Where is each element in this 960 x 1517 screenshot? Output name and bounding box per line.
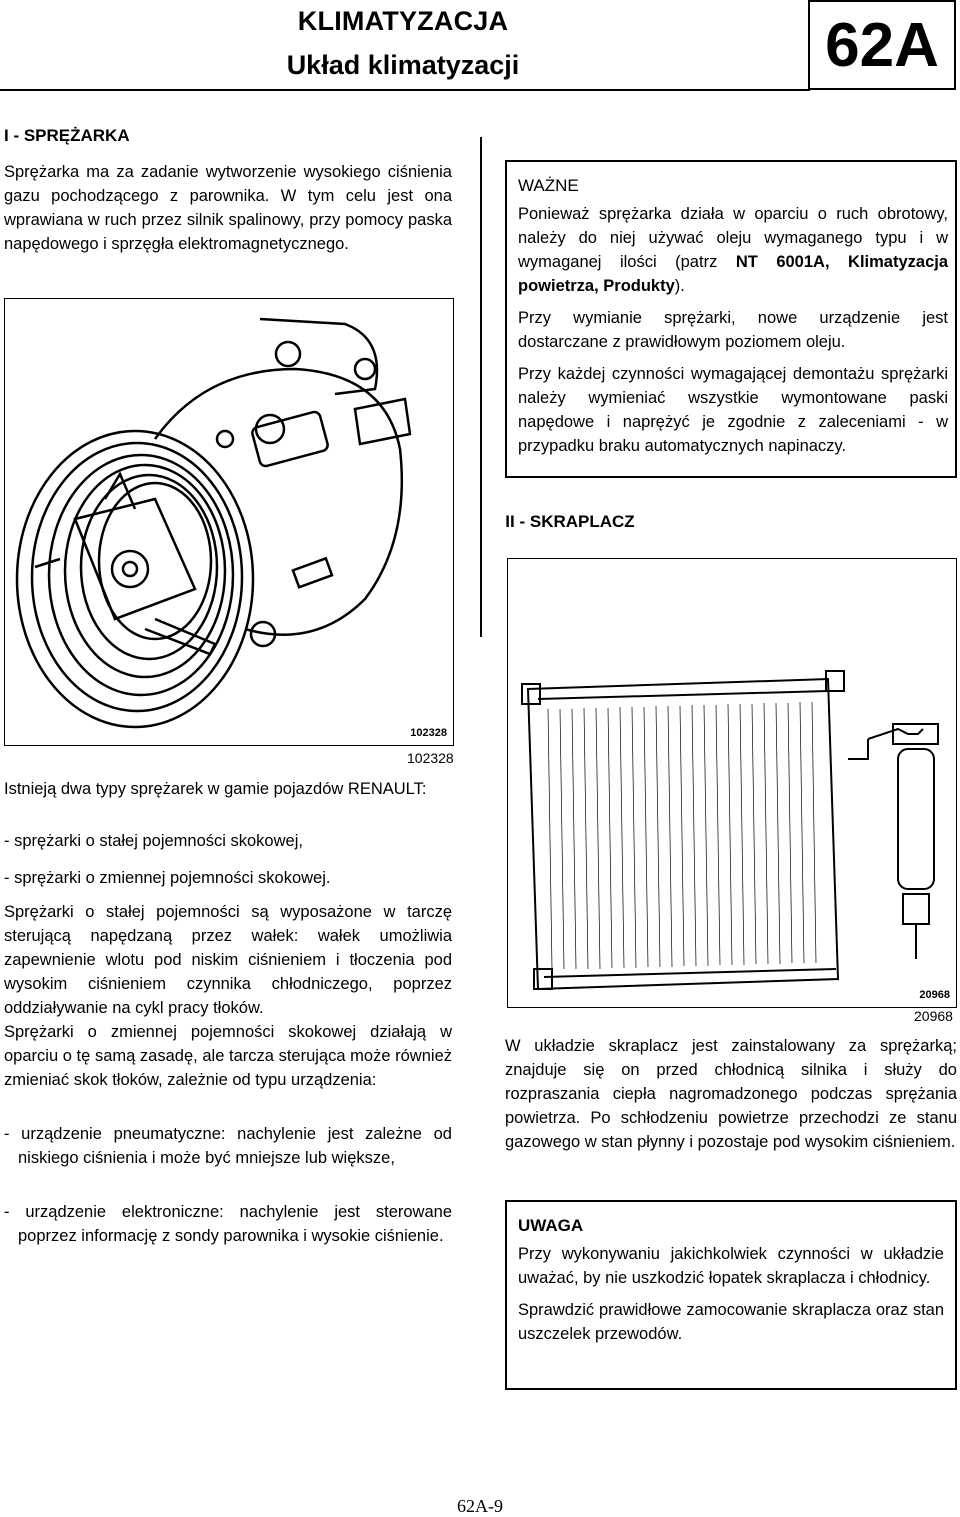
types-intro: Istnieją dwa typy sprężarek w gamie pojazdów RENAULT:	[4, 780, 427, 798]
important-heading: WAŻNE	[518, 176, 579, 195]
important-p2: Przy wymianie sprężarki, nowe urządzenie jest dostarczane z prawidłowym poziomem oleju.	[518, 309, 948, 351]
important-p1	[518, 202, 948, 298]
figure2-label: 20968	[914, 1008, 953, 1024]
condenser-figure	[507, 558, 957, 1008]
chapter-code: 62A	[808, 0, 956, 90]
figure2-stamp: 20968	[919, 989, 950, 1001]
important-p3: Przy każdej czynności wymagającej demontażu sprężarki należy wymieniać wszystkie wymontowane paski napędowe i naprężyć je zgodnie z zaleceniami - w przypadku braku automatycznych napinaczy.	[518, 365, 948, 455]
compressor-intro-text: Sprężarka ma za zadanie wytworzenie wysokiego ciśnienia gazu pochodzącego z parownika. W tym celu jest ona wprawiana w ruch przez silnik spalinowy, przy pomocy paska napędowego i sprzęgła elektromagnetycznego.	[4, 163, 452, 253]
device-electronic	[4, 1200, 452, 1248]
section-heading-condenser: II - SKRAPLACZ	[505, 512, 635, 531]
warning-heading: UWAGA	[518, 1216, 584, 1235]
type-variable: - sprężarki o zmiennej pojemności skokowej.	[4, 869, 331, 887]
header-subtitle: Układ klimatyzacji	[286, 50, 520, 80]
warning-content	[518, 1242, 944, 1354]
header-rule	[0, 89, 810, 91]
important-p1-end: ).	[674, 277, 685, 295]
warning-p2: Sprawdzić prawidłowe zamocowanie skraplacza oraz stan uszczelek przewodów.	[518, 1301, 944, 1343]
condenser-description-text: W układzie skraplacz jest zainstalowany za sprężarką; znajduje się on przed chłodnicą silnika i służy do rozpraszania ciepła nagromadzonego podczas sprężania powietrza. Po schłodzeniu powietrze przechodzi ze stanu gazowego w stan płynny i pozostaje pod wysokim ciśnieniem.	[505, 1037, 957, 1151]
important-p1-text: Ponieważ sprężarka działa w oparciu o ruch obrotowy, należy do niej używać oleju wymaganego typu i w wymaganej ilości (patrz	[518, 205, 948, 271]
condenser-description	[505, 1034, 957, 1154]
important-content	[518, 202, 948, 466]
compressor-intro	[4, 160, 452, 256]
important-reference: NT 6001A, Klimatyzacja powietrza, Produkty	[518, 253, 949, 295]
fixed-description-text: Sprężarki o stałej pojemności są wyposażone w tarczę sterującą napędzaną przez wałek: wałek umożliwia zapewnienie wlotu pod niskim ciśnieniem i tłoczenia pod wysokim ciśnieniem czynnika chłodniczego, poprzez oddziaływanie na cykl pracy tłoków.	[4, 903, 452, 1017]
compressor-types	[4, 777, 428, 801]
figure1-label: 102328	[407, 750, 454, 766]
variable-description-text: Sprężarki o zmiennej pojemności skokowej działają w oparciu o tę samą zasadę, ale tarcza sterująca może również zmieniać skok tłoków, zależnie od typu urządzenia:	[4, 1023, 452, 1089]
type-fixed: - sprężarki o stałej pojemności skokowej,	[4, 832, 303, 850]
figure1-stamp: 102328	[410, 727, 447, 739]
condenser-drawing	[508, 559, 956, 1007]
device-electronic-text: - urządzenie elektroniczne: nachylenie jest sterowane poprzez informację z sondy parownika i wysokie ciśnienie.	[4, 1203, 452, 1245]
column-divider	[480, 137, 482, 637]
device-pneumatic-text: - urządzenie pneumatyczne: nachylenie jest zależne od niskiego ciśnienia i może być mniejsze lub większe,	[4, 1125, 452, 1167]
section-heading-compressor: I - SPRĘŻARKA	[4, 126, 130, 145]
page-number: 62A-9	[457, 1496, 503, 1516]
warning-p1: Przy wykonywaniu jakichkolwiek czynności w układzie uważać, by nie uszkodzić łopatek skraplacza i chłodnicy.	[518, 1245, 944, 1287]
header-title: KLIMATYZACJA	[297, 6, 509, 36]
variable-description	[4, 1020, 452, 1092]
device-pneumatic	[4, 1122, 452, 1170]
fixed-description	[4, 900, 452, 1020]
